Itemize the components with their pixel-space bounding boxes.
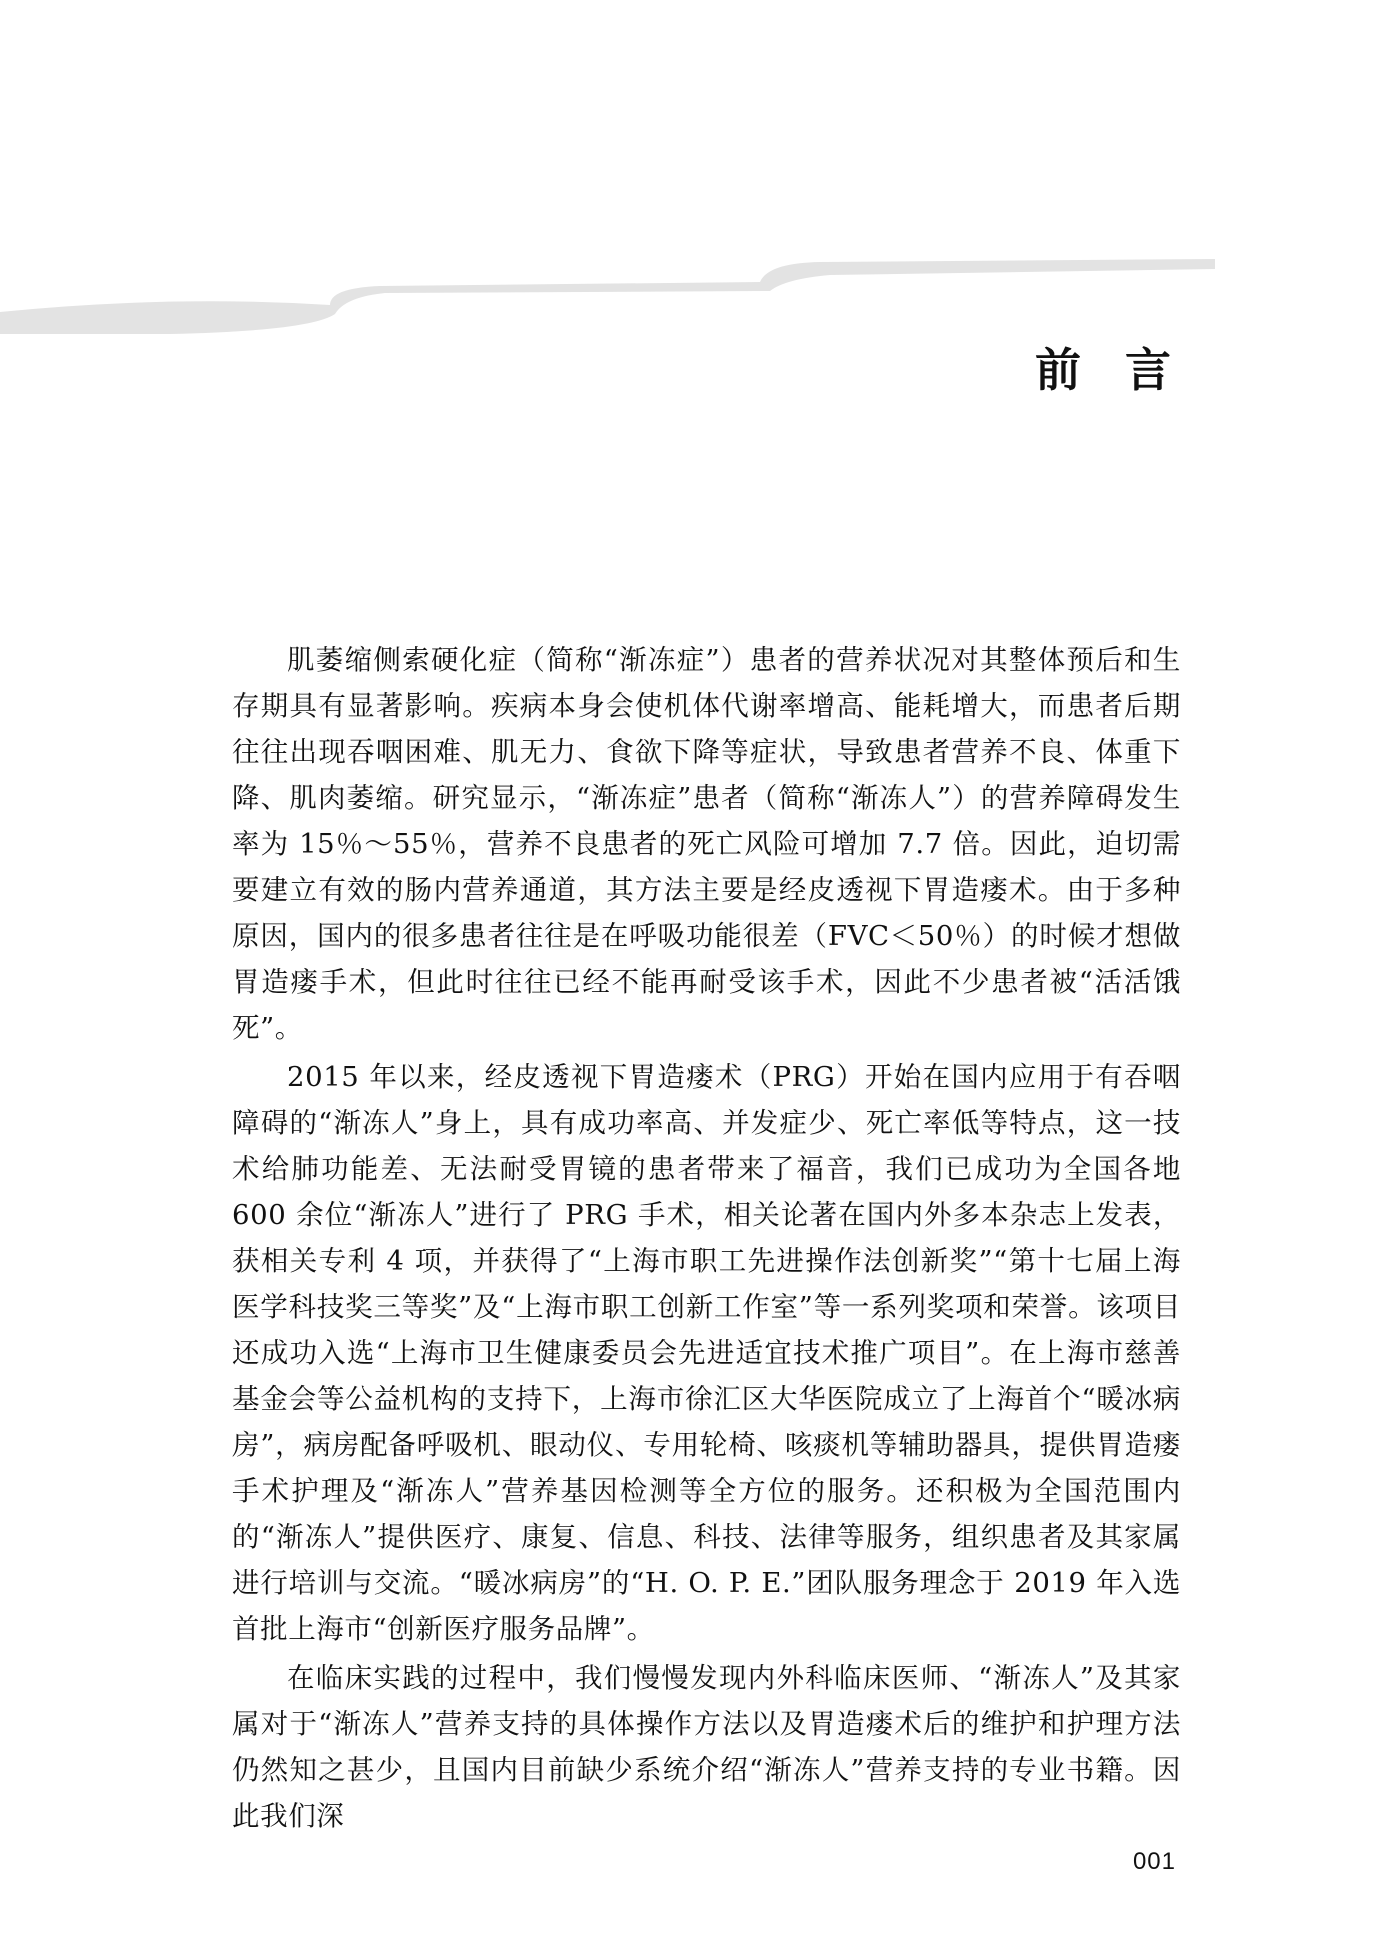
paragraph: 在临床实践的过程中，我们慢慢发现内外科临床医师、“渐冻人”及其家属对于“渐冻人”营养支持的具体操作方法以及胃造瘘术后的维护和护理方法仍然知之甚少，且国内目前缺少系统介绍“渐冻人”营养支持的专业书籍。因此我们深 — [232, 1662, 1181, 1832]
paragraph: 肌萎缩侧索硬化症（简称“渐冻症”）患者的营养状况对其整体预后和生存期具有显著影响。疾病本身会使机体代谢率增高、能耗增大，而患者后期往往出现吞咽困难、肌无力、食欲下降等症状，导致患者营养不良、体重下降、肌肉萎缩。研究显示，“渐冻症”患者（简称“渐冻人”）的营养障碍发生率为 15％～55％，营养不良患者的死亡风险可增加 7.7 倍。因此，迫切需要建立有效的肠内营养通道，其方法主要是经皮透视下胃造瘘术。由于多种原因，国内的很多患者往往是在呼吸功能很差（FVC＜50％）的时候才想做胃造瘘手术，但此时往往已经不能再耐受该手术，因此不少患者被“活活饿死”。 — [232, 644, 1181, 1044]
body-text — [232, 637, 1181, 1842]
page-number: 001 — [1132, 1848, 1176, 1875]
page-title-char: 言 — [1125, 343, 1171, 397]
decorative-header-band — [0, 255, 1386, 335]
page-title-char: 前 — [1035, 343, 1125, 397]
page-title — [1035, 340, 1171, 400]
paragraph: 2015 年以来，经皮透视下胃造瘘术（PRG）开始在国内应用于有吞咽障碍的“渐冻人”身上，具有成功率高、并发症少、死亡率低等特点，这一技术给肺功能差、无法耐受胃镜的患者带来了福音，我们已成功为全国各地 600 余位“渐冻人”进行了 PRG 手术，相关论著在国内外多本杂志上发表，获相关专利 4 项，并获得了“上海市职工先进操作法创新奖”“第十七届上海医学科技奖三等奖”及“上海市职工创新工作室”等一系列奖项和荣誉。该项目还成功入选“上海市卫生健康委员会先进适宜技术推广项目”。在上海市慈善基金会等公益机构的支持下，上海市徐汇区大华医院成立了上海首个“暖冰病房”，病房配备呼吸机、眼动仪、专用轮椅、咳痰机等辅助器具，提供胃造瘘手术护理及“渐冻人”营养基因检测等全方位的服务。还积极为全国范围内的“渐冻人”提供医疗、康复、信息、科技、法律等服务，组织患者及其家属进行培训与交流。“暖冰病房”的“H. O. P. E.”团队服务理念于 2019 年入选首批上海市“创新医疗服务品牌”。 — [232, 1061, 1181, 1645]
